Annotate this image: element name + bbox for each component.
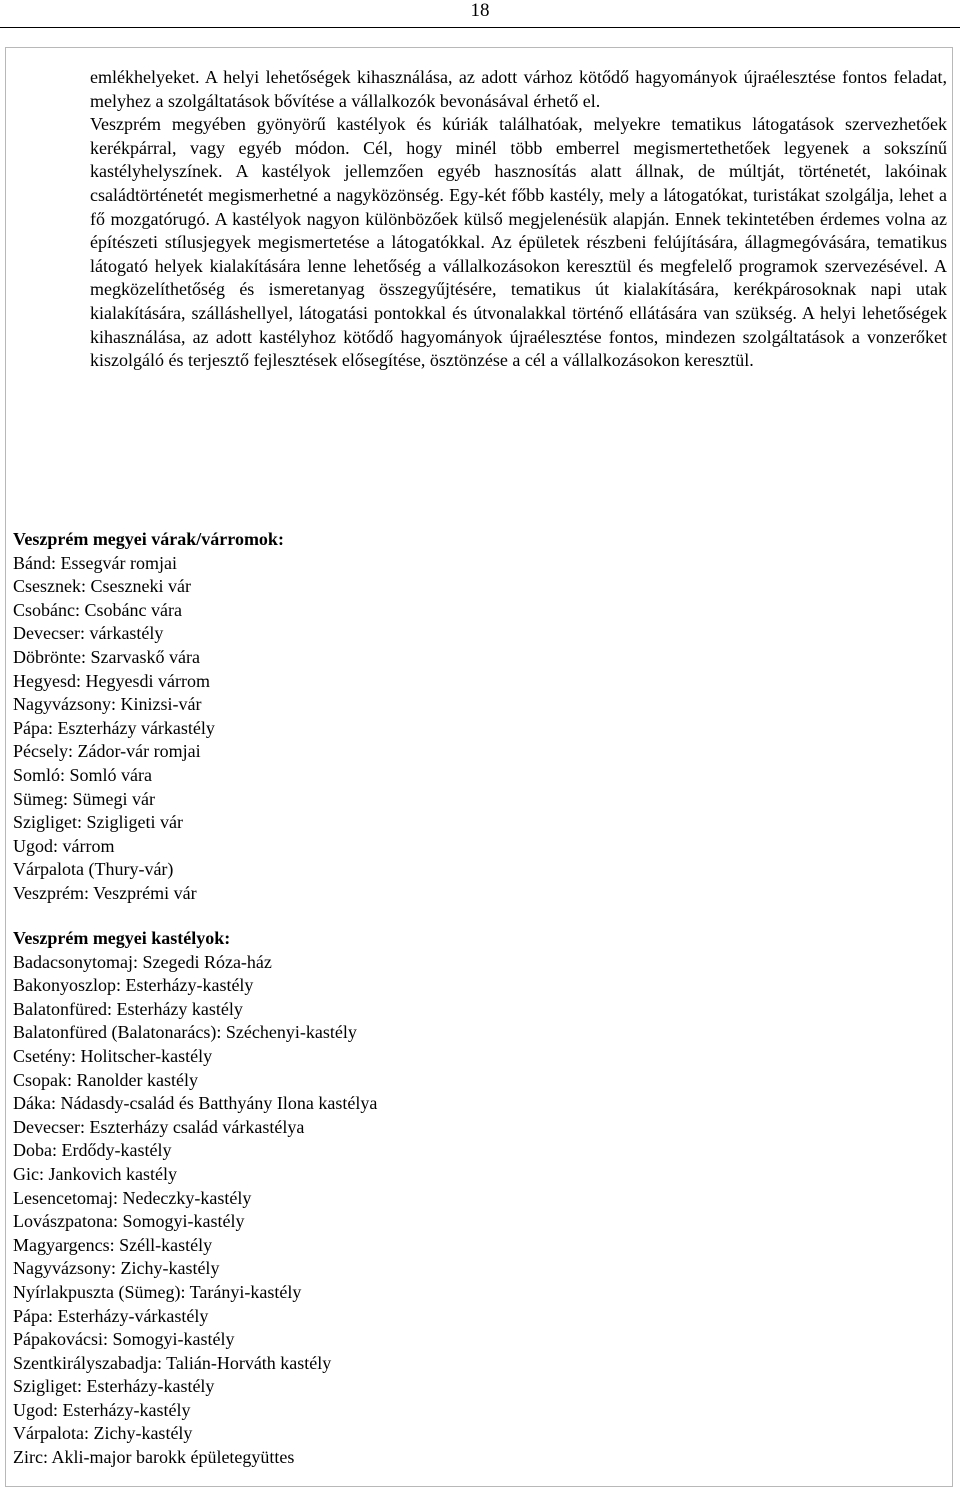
list-item: Balatonfüred (Balatonarács): Széchenyi-kastély [13,1022,357,1043]
list-item: Csobánc: Csobánc vára [13,599,182,620]
list-item: Nagyvázsony: Kinizsi-vár [13,694,202,715]
list-item: Dáka: Nádasdy-család és Batthyány Ilona kastélya [13,1093,378,1114]
list-item: Csesznek: Cseszneki vár [13,576,191,597]
list-item: Lovászpatona: Somogyi-kastély [13,1211,245,1232]
list-item: Zirc: Akli-major barokk épületegyüttes [13,1447,295,1468]
list-item: Lesencetomaj: Nedeczky-kastély [13,1187,252,1208]
list-item: Várpalota (Thury-vár) [13,859,174,880]
list-item: Bakonyoszlop: Esterházy-kastély [13,975,254,996]
list-item: Csetény: Holitscher-kastély [13,1045,213,1066]
castles-section [13,528,713,906]
list-item: Devecser: várkastély [13,623,164,644]
list-item: Bánd: Essegvár romjai [13,552,177,573]
intro-paragraph-2: Veszprém megyében gyönyörű kastélyok és kúriák találhatóak, melyekre tematikus látogatások szervezhetőek kerékpárral, vagy egyéb módon. Cél, hogy minél több emberrel megismertethetőek legyenek a sokszínű kastélyhelyszínek. A kastélyok jellemzően egyéb hasznosítás alatt állnak, de múltját, történetét, lakóinak családtörténetét megismerhetné a nagyközönség. Egy-két főbb kastély, mely a látogatókat, turistákat szolgálja, lehet a fő mozgatórugó. A kastélyok nagyon különbözőek külső megjelenésük alapján. Ennek tekintetében érdemes volna az építészeti stílusjegyek megismertetése a látogatókkal. Az épületek részbeni felújítására, állagmegóvására, tematikus látogató helyek kialakítására lenne lehetőség a vállalkozásokon keresztül és megfelelő programok szervezésével. A megközelíthetőség és ismeretanyag összegyűjtésére, tematikus út kialakítására, kerékpárosoknak napi utak kialakítására, szálláshellyel, látogatási pontokkal és útvonalakkal történő ellátására van szükség. A helyi lehetőségek kihasználása, az adott kastélyhoz kötődő hagyományok újraélesztése fontos, mindezen szolgáltatások a vonzerőket kiszolgáló és terjesztő fejlesztések elősegítése, ösztönzése a cél a vállalkozásokon keresztül. [90,114,947,371]
castles-heading: Veszprém megyei várak/várromok: [13,529,284,549]
list-item: Nagyvázsony: Zichy-kastély [13,1258,220,1279]
list-item: Ugod: várrom [13,835,115,856]
intro-paragraph-1: emlékhelyeket. A helyi lehetőségek kihasználása, az adott várhoz kötődő hagyományok újraélesztése fontos feladat, melyhez a szolgáltatások bővítése a vállalkozók bevonásával érhető el. [90,67,947,111]
list-item: Döbrönte: Szarvaskő vára [13,646,200,667]
list-item: Devecser: Eszterházy család várkastélya [13,1116,305,1137]
manors-heading: Veszprém megyei kastélyok: [13,928,231,948]
intro-text [90,66,947,373]
list-item: Magyargencs: Széll-kastély [13,1234,213,1255]
castles-list [13,552,713,906]
page-number: 18 [470,0,490,21]
list-item: Balatonfüred: Esterházy kastély [13,998,243,1019]
list-item: Veszprém: Veszprémi vár [13,882,197,903]
manors-list [13,951,713,1470]
list-item: Pécsely: Zádor-vár romjai [13,741,201,762]
list-item: Várpalota: Zichy-kastély [13,1423,193,1444]
list-item: Gic: Jankovich kastély [13,1163,177,1184]
list-item: Szigliget: Szigligeti vár [13,812,183,833]
list-item: Nyírlakpuszta (Sümeg): Tarányi-kastély [13,1281,302,1302]
list-item: Hegyesd: Hegyesdi várrom [13,670,210,691]
list-item: Ugod: Esterházy-kastély [13,1399,191,1420]
list-item: Sümeg: Sümegi vár [13,788,155,809]
list-item: Pápa: Eszterházy várkastély [13,717,215,738]
list-item: Csopak: Ranolder kastély [13,1069,198,1090]
list-item: Szigliget: Esterházy-kastély [13,1376,215,1397]
list-item: Pápa: Esterházy-várkastély [13,1305,209,1326]
list-item: Badacsonytomaj: Szegedi Róza-ház [13,951,272,972]
list-item: Pápakovácsi: Somogyi-kastély [13,1329,235,1350]
manors-section [13,927,713,1470]
list-item: Szentkirályszabadja: Talián-Horváth kastély [13,1352,332,1373]
header-rule [0,27,960,28]
list-item: Doba: Erdődy-kastély [13,1140,172,1161]
list-item: Somló: Somló vára [13,764,152,785]
